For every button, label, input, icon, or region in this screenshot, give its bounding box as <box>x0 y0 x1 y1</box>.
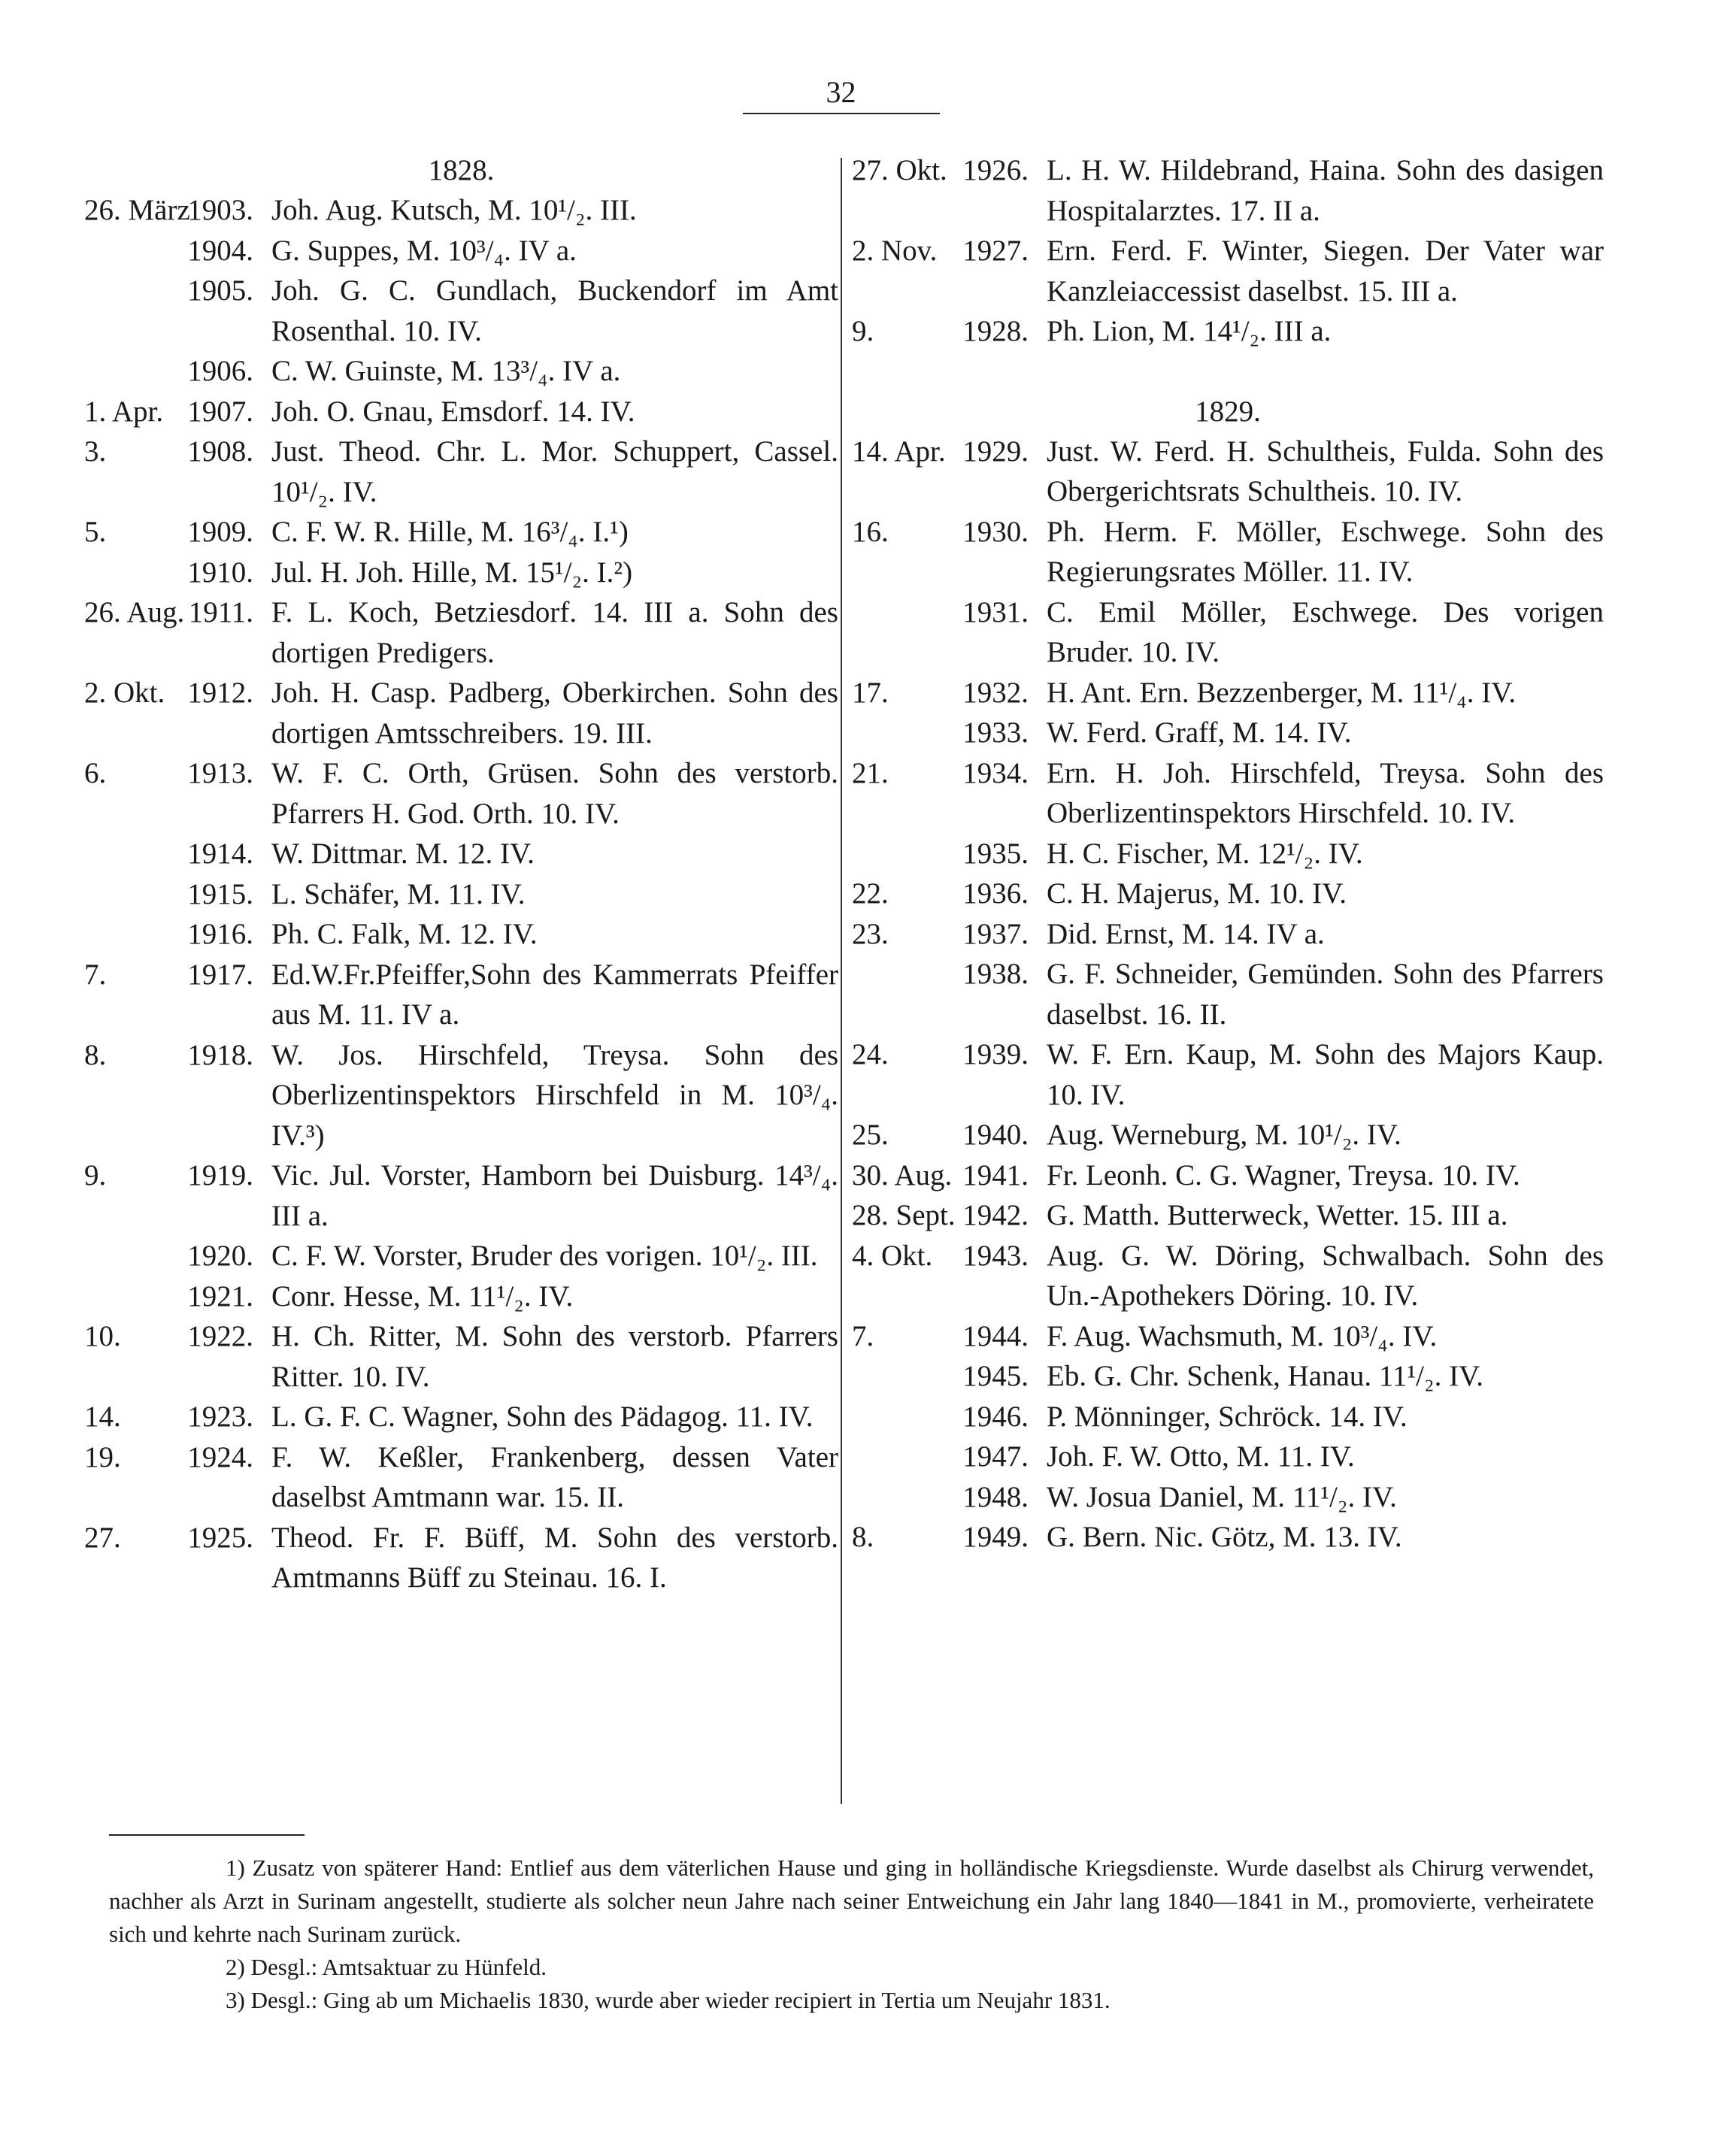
entry-text: Just. Theod. Chr. L. Mor. Schuppert, Cassel. 10¹/₂. IV. <box>271 435 838 508</box>
entry-text: C. Emil Möller, Eschwege. Des vorigen Bruder. 10. IV. <box>1047 595 1604 668</box>
entry-text: C. H. Majerus, M. 10. IV. <box>1047 877 1347 910</box>
entry-date <box>852 834 957 874</box>
register-entry <box>84 271 838 351</box>
register-entry <box>852 1155 1604 1196</box>
entry-number: 1906. <box>187 355 253 387</box>
entry-text: G. F. Schneider, Gemünden. Sohn des Pfarrers daselbst. 16. II. <box>1047 958 1604 1031</box>
entry-text: W. Jos. Hirschfeld, Treysa. Sohn des Oberlizentinspektors Hirschfeld in M. 10³/₄. IV.³) <box>271 1038 838 1152</box>
entry-number: 1942. <box>962 1199 1029 1231</box>
register-entry <box>852 231 1604 311</box>
right-column <box>852 150 1604 1558</box>
entry-text: Jul. H. Joh. Hille, M. 15¹/₂. I.²) <box>271 556 633 589</box>
entry-number: 1915. <box>187 877 253 910</box>
entry-date: 3. <box>84 435 107 468</box>
register-entry <box>84 190 838 231</box>
entry-date: 2. Okt. <box>84 677 165 709</box>
entry-number: 1941. <box>962 1158 1029 1192</box>
entry-date: 28. Sept. <box>852 1199 956 1231</box>
entry-number: 1919. <box>187 1159 253 1192</box>
entry-date: 5. <box>84 516 107 548</box>
entry-number: 1927. <box>962 235 1029 267</box>
footnote-3: 3) Desgl.: Ging ab um Michaelis 1830, wurde aber wieder recipiert in Tertia um Neujahr 1831. <box>226 1987 1111 2013</box>
footnote-1: 1) Zusatz von späterer Hand: Entlief aus dem väterlichen Hause und ging in holländische Kriegsdienste. Wurde daselbst als Chirurg verwendet, nachher als Arzt in Surinam angestellt, studierte als solcher neun Jahre nach seiner Entweichung ein Jahr lang 1840—1841 in M., promovierte, verheiratete sich und kehrte nach Surinam zurück. <box>109 1855 1594 1947</box>
entry-text: Eb. G. Chr. Schenk, Hanau. 11¹/₂. IV. <box>1047 1360 1483 1392</box>
entry-text: H. Ch. Ritter, M. Sohn des verstorb. Pfarrers Ritter. 10. IV. <box>271 1320 838 1393</box>
entry-number: 1909. <box>187 516 253 548</box>
page-number: 32 <box>826 75 856 109</box>
register-entry <box>852 432 1604 512</box>
register-entry <box>84 351 838 392</box>
entry-text: H. C. Fischer, M. 12¹/₂. IV. <box>1047 837 1363 870</box>
register-entry <box>852 954 1604 1034</box>
entry-text: G. Suppes, M. 10³/₄. IV a. <box>271 234 577 267</box>
register-entry <box>852 874 1604 914</box>
entry-date: 23. <box>852 917 889 950</box>
register-entry <box>84 874 838 915</box>
register-entry <box>852 834 1604 874</box>
entry-number: 1908. <box>187 435 253 468</box>
register-entry <box>852 1356 1604 1397</box>
entry-date: 14. <box>84 1400 121 1433</box>
entry-date <box>852 713 957 753</box>
entry-date <box>852 954 957 1034</box>
entry-text: F. W. Keßler, Frankenberg, dessen Vater daselbst Amtmann war. 15. II. <box>271 1440 838 1513</box>
register-entry <box>852 1397 1604 1437</box>
entry-text: F. L. Koch, Betziesdorf. 14. III a. Sohn des dortigen Predigers. <box>271 596 838 669</box>
entry-text: Joh. H. Casp. Padberg, Oberkirchen. Sohn des dortigen Amtsschreibers. 19. III. <box>271 677 838 749</box>
entry-date <box>84 874 182 915</box>
register-entry <box>852 1477 1604 1518</box>
footnotes <box>109 1852 1594 2017</box>
entry-date: 30. Aug. <box>852 1158 953 1192</box>
register-entry <box>84 753 838 834</box>
entry-text: Just. W. Ferd. H. Schultheis, Fulda. Sohn des Obergerichtsrats Schultheis. 10. IV. <box>1047 435 1604 507</box>
entry-number: 1924. <box>187 1440 253 1473</box>
column-divider <box>841 158 842 1804</box>
entry-number: 1948. <box>962 1480 1029 1513</box>
entry-text: Joh. F. W. Otto, M. 11. IV. <box>1047 1440 1355 1473</box>
entry-date: 2. Nov. <box>852 235 938 267</box>
register-entry <box>84 1397 838 1437</box>
register-entry <box>852 713 1604 753</box>
header-rule <box>743 113 940 114</box>
entry-date <box>852 1356 957 1397</box>
register-entry <box>84 1276 838 1317</box>
entry-number: 1916. <box>187 918 253 950</box>
entry-text: W. F. Ern. Kaup, M. Sohn des Majors Kaup. 10. IV. <box>1047 1038 1604 1111</box>
footnote-2: 2) Desgl.: Amtsaktuar zu Hünfeld. <box>226 1954 547 1980</box>
register-entry <box>84 392 838 432</box>
entry-number: 1947. <box>962 1440 1029 1473</box>
entry-text: Joh. G. C. Gundlach, Buckendorf im Amt Rosenthal. 10. IV. <box>271 274 838 347</box>
entry-date: 6. <box>84 757 107 789</box>
register-entry <box>852 1236 1604 1316</box>
register-entry <box>84 1155 838 1236</box>
entry-number: 1940. <box>962 1119 1029 1151</box>
entry-text: G. Bern. Nic. Götz, M. 13. IV. <box>1047 1521 1402 1553</box>
entry-date <box>84 1236 182 1276</box>
register-entry <box>84 1437 838 1518</box>
entry-number: 1903. <box>187 194 253 226</box>
entry-text: Conr. Hesse, M. 11¹/₂. IV. <box>271 1279 574 1313</box>
entry-number: 1925. <box>187 1521 253 1554</box>
entry-number: 1910. <box>187 556 253 589</box>
entry-number: 1937. <box>962 917 1029 950</box>
register-entry <box>852 1195 1604 1236</box>
entry-number: 1949. <box>962 1521 1029 1553</box>
entry-date: 21. <box>852 756 889 789</box>
register-entry <box>852 914 1604 955</box>
entry-date: 26. März <box>84 194 190 226</box>
entry-text: P. Mönninger, Schröck. 14. IV. <box>1047 1400 1407 1433</box>
entry-date: 4. Okt. <box>852 1239 933 1272</box>
register-entry <box>852 512 1604 592</box>
entry-number: 1911. <box>188 596 253 628</box>
register-entry <box>84 553 838 593</box>
entry-text: Ph. Herm. F. Möller, Eschwege. Sohn des Regierungsrates Möller. 11. IV. <box>1047 515 1604 588</box>
entry-text: Ed.W.Fr.Pfeiffer,Sohn des Kammerrats Pfeiffer aus M. 11. IV a. <box>271 958 838 1031</box>
register-entry <box>852 673 1604 713</box>
entry-number: 1944. <box>962 1319 1029 1352</box>
entry-number: 1945. <box>962 1360 1029 1392</box>
entry-number: 1935. <box>962 837 1029 870</box>
right-entries-before <box>852 150 1604 352</box>
entry-text: W. Ferd. Graff, M. 14. IV. <box>1047 716 1352 749</box>
entry-number: 1923. <box>187 1400 253 1433</box>
footnote-rule <box>109 1834 305 1836</box>
entry-number: 1943. <box>962 1239 1029 1272</box>
right-entries-after <box>852 432 1604 1558</box>
entry-text: Theod. Fr. F. Büff, M. Sohn des verstorb. Amtmanns Büff zu Steinau. 16. I. <box>271 1521 838 1594</box>
register-entry <box>84 432 838 512</box>
register-entry <box>852 753 1604 834</box>
entry-date: 24. <box>852 1038 889 1070</box>
section-gap <box>852 352 1604 392</box>
entry-date: 9. <box>84 1159 107 1192</box>
entry-number: 1905. <box>187 274 253 307</box>
entry-text: C. F. W. Vorster, Bruder des vorigen. 10¹/₂. III. <box>271 1240 818 1272</box>
entry-date: 10. <box>84 1320 121 1352</box>
register-entry <box>852 1034 1604 1115</box>
entry-number: 1930. <box>962 515 1029 548</box>
entry-text: Ph. C. Falk, M. 12. IV. <box>271 918 538 950</box>
entry-text: L. H. W. Hildebrand, Haina. Sohn des dasigen Hospitalarztes. 17. II a. <box>1047 154 1604 227</box>
entry-text: Aug. Werneburg, M. 10¹/₂. IV. <box>1047 1119 1401 1151</box>
entry-date: 27. Okt. <box>852 154 947 186</box>
year-heading-1828: 1828. <box>428 154 495 186</box>
entry-date <box>84 553 182 593</box>
entry-number: 1933. <box>962 716 1029 749</box>
entry-text: Fr. Leonh. C. G. Wagner, Treysa. 10. IV. <box>1047 1158 1520 1192</box>
entry-text: W. Dittmar. M. 12. IV. <box>271 837 535 870</box>
register-entry <box>84 673 838 753</box>
entry-number: 1929. <box>962 435 1029 468</box>
register-entry <box>84 1316 838 1397</box>
register-entry <box>84 834 838 874</box>
entry-text: W. F. C. Orth, Grüsen. Sohn des verstorb. Pfarrers H. God. Orth. 10. IV. <box>271 757 838 830</box>
entry-date: 17. <box>852 676 889 709</box>
entry-number: 1934. <box>962 756 1029 789</box>
entry-number: 1914. <box>187 837 253 870</box>
entry-number: 1928. <box>962 315 1029 347</box>
entry-date <box>852 1437 957 1477</box>
entry-text: G. Matth. Butterweck, Wetter. 15. III a. <box>1047 1199 1508 1231</box>
entry-date <box>84 271 182 351</box>
entry-text: Joh. O. Gnau, Emsdorf. 14. IV. <box>271 395 635 428</box>
entry-number: 1904. <box>187 234 253 267</box>
register-entry <box>84 512 838 553</box>
entry-text: F. Aug. Wachsmuth, M. 10³/₄. IV. <box>1047 1319 1438 1352</box>
entry-number: 1936. <box>962 877 1029 910</box>
entry-date <box>84 914 182 955</box>
entry-date: 25. <box>852 1119 889 1151</box>
entry-date: 27. <box>84 1521 121 1554</box>
register-entry <box>84 955 838 1035</box>
entry-number: 1946. <box>962 1400 1029 1433</box>
entry-text: C. F. W. R. Hille, M. 16³/₄. I.¹) <box>271 516 629 548</box>
entry-date: 8. <box>84 1038 107 1071</box>
entry-date: 9. <box>852 315 874 347</box>
entry-number: 1912. <box>187 677 253 709</box>
entry-number: 1913. <box>187 757 253 789</box>
register-entry <box>84 1035 838 1156</box>
register-entry <box>84 1518 838 1598</box>
entry-date: 26. Aug. <box>84 596 185 628</box>
entry-number: 1938. <box>962 958 1029 990</box>
entry-text: Did. Ernst, M. 14. IV a. <box>1047 917 1325 950</box>
entry-date <box>84 834 182 874</box>
register-entry <box>84 1236 838 1276</box>
entry-date: 16. <box>852 515 889 548</box>
entry-text: Aug. G. W. Döring, Schwalbach. Sohn des Un.-Apothekers Döring. 10. IV. <box>1047 1239 1604 1312</box>
register-entry <box>84 592 838 673</box>
register-entry <box>84 914 838 955</box>
entry-text: Ern. Ferd. F. Winter, Siegen. Der Vater war Kanzleiaccessist daselbst. 15. III a. <box>1047 235 1604 307</box>
entry-date <box>84 231 182 271</box>
entry-date: 1. Apr. <box>84 395 164 428</box>
entry-number: 1922. <box>187 1320 253 1352</box>
entry-number: 1918. <box>187 1038 253 1071</box>
left-column <box>84 150 838 1598</box>
entry-text: C. W. Guinste, M. 13³/₄. IV a. <box>271 355 621 387</box>
entry-date <box>84 1276 182 1317</box>
entry-date: 7. <box>84 958 107 991</box>
entry-date: 22. <box>852 877 889 910</box>
entry-number: 1939. <box>962 1038 1029 1070</box>
register-entry <box>852 150 1604 231</box>
entry-date <box>852 592 957 673</box>
entry-number: 1917. <box>187 958 253 991</box>
entry-number: 1932. <box>962 676 1029 709</box>
entry-text: W. Josua Daniel, M. 11¹/₂. IV. <box>1047 1480 1397 1513</box>
entry-text: Ph. Lion, M. 14¹/₂. III a. <box>1047 315 1332 347</box>
entry-date: 14. Apr. <box>852 435 946 468</box>
entry-text: Vic. Jul. Vorster, Hamborn bei Duisburg. 14³/₄. III a. <box>271 1159 838 1232</box>
entry-text: Joh. Aug. Kutsch, M. 10¹/₂. III. <box>271 194 637 226</box>
register-entry <box>84 231 838 271</box>
year-heading-1829: 1829. <box>1195 395 1261 428</box>
register-entry <box>852 1115 1604 1155</box>
entry-number: 1926. <box>962 154 1029 186</box>
entry-text: L. G. F. C. Wagner, Sohn des Pädagog. 11. IV. <box>271 1400 814 1433</box>
entry-date <box>84 351 182 392</box>
entry-number: 1921. <box>187 1279 253 1313</box>
entry-number: 1931. <box>962 595 1029 628</box>
register-entry <box>852 1517 1604 1558</box>
entry-date: 8. <box>852 1521 874 1553</box>
left-entries <box>84 190 838 1598</box>
entry-date: 7. <box>852 1319 874 1352</box>
entry-number: 1920. <box>187 1240 253 1272</box>
register-entry <box>852 1437 1604 1477</box>
entry-number: 1907. <box>187 395 253 428</box>
entry-date <box>852 1397 957 1437</box>
register-entry <box>852 311 1604 352</box>
entry-text: L. Schäfer, M. 11. IV. <box>271 877 526 910</box>
entry-text: Ern. H. Joh. Hirschfeld, Treysa. Sohn des Oberlizentinspektors Hirschfeld. 10. IV. <box>1047 756 1604 829</box>
entry-text: H. Ant. Ern. Bezzenberger, M. 11¹/₄. IV. <box>1047 676 1517 709</box>
register-entry <box>852 592 1604 673</box>
register-entry <box>852 1316 1604 1357</box>
entry-date: 19. <box>84 1440 121 1473</box>
entry-date <box>852 1477 957 1518</box>
